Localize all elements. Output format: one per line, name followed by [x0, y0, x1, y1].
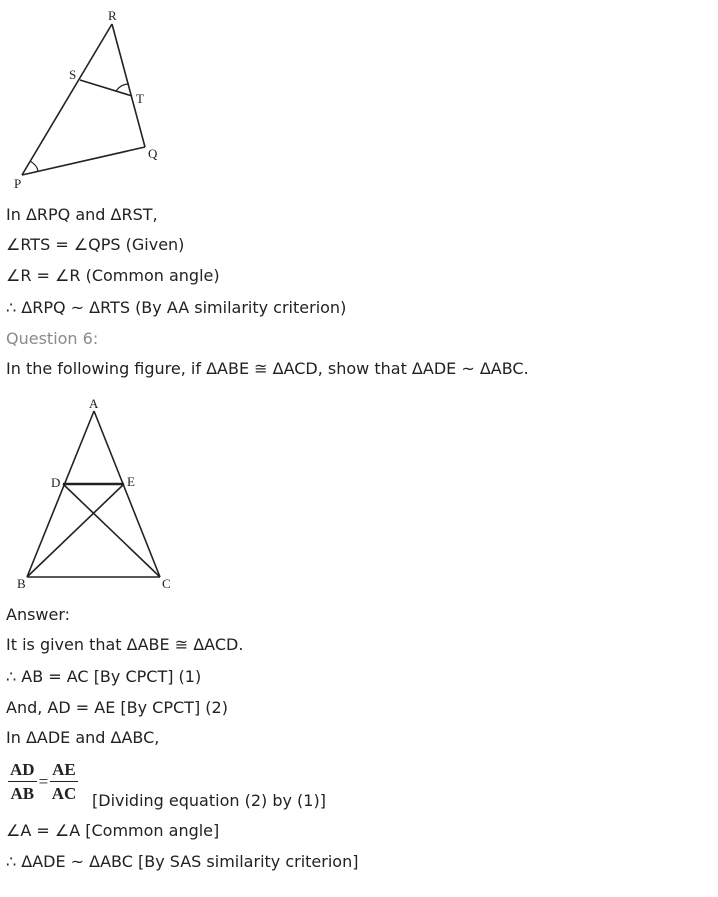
text-line: ∠R = ∠R (Common angle)	[6, 266, 220, 285]
text-line: ∠RTS = ∠QPS (Given)	[6, 235, 185, 254]
segment-cd	[63, 484, 160, 577]
angle-mark-p	[30, 161, 38, 171]
text-line: ∴ ΔRPQ ~ ΔRTS (By AA similarity criterion)	[6, 298, 347, 317]
text-line: [Dividing equation (2) by (1)]	[92, 791, 326, 810]
fraction-numerator: AE	[50, 760, 78, 782]
segment-rp	[22, 24, 112, 175]
segment-rq	[112, 24, 145, 147]
question-prompt: In the following figure, if ΔABE ≅ ΔACD, show that ΔADE ~ ΔABC.	[6, 359, 529, 378]
label-p: P	[14, 176, 22, 191]
segment-st	[80, 80, 132, 96]
text-line: It is given that ΔABE ≅ ΔACD.	[6, 635, 244, 654]
label-c: C	[162, 576, 171, 591]
text-line: ∴ AB = AC [By CPCT] (1)	[6, 667, 202, 686]
text-line: In ΔADE and ΔABC,	[6, 728, 160, 747]
segment-pq	[22, 147, 145, 175]
question-heading: Question 6:	[6, 329, 99, 348]
text-line: And, AD = AE [By CPCT] (2)	[6, 698, 228, 717]
angle-mark-t	[116, 84, 129, 91]
segment-ab	[27, 411, 94, 577]
label-q: Q	[148, 146, 158, 161]
text-line: ∠A = ∠A [Common angle]	[6, 821, 220, 840]
figure-triangle-rpq	[0, 0, 200, 200]
label-a: A	[89, 396, 99, 411]
label-s: S	[69, 67, 77, 82]
segment-ac	[94, 411, 160, 577]
answer-heading: Answer:	[6, 605, 71, 624]
label-b: B	[17, 576, 26, 591]
fraction-right	[50, 760, 78, 804]
fraction-numerator: AD	[8, 760, 37, 782]
label-e: E	[127, 474, 135, 489]
segment-be	[27, 484, 124, 577]
text-line: ∴ ΔADE ~ ΔABC [By SAS similarity criterion]	[6, 852, 359, 871]
fraction-equation	[8, 760, 78, 804]
fraction-left	[8, 760, 37, 804]
fraction-denominator: AB	[10, 784, 35, 803]
equals-sign: =	[38, 772, 49, 791]
fraction-denominator: AC	[51, 784, 77, 803]
text-line: In ΔRPQ and ΔRST,	[6, 205, 158, 224]
label-t: T	[136, 91, 144, 106]
label-d: D	[51, 475, 61, 490]
figure-triangle-abc	[0, 390, 200, 600]
label-r: R	[108, 8, 117, 23]
